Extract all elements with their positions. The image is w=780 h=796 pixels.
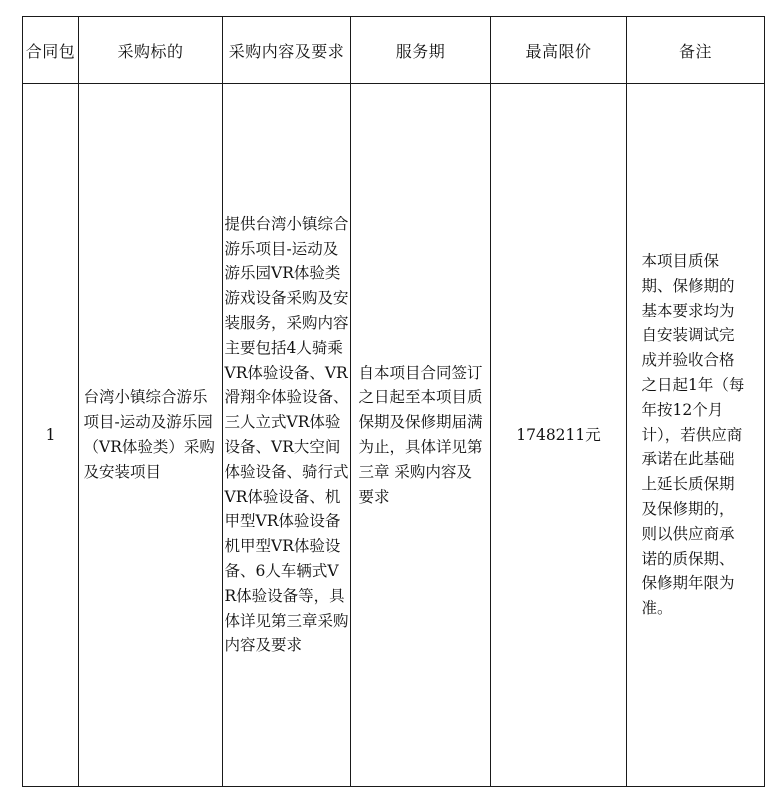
- cell-target: [79, 84, 223, 787]
- period-text: 自本项目合同签订之日起至本项目质保期及保修期届满为止，具体详见第三章 采购内容及要求: [358, 363, 483, 506]
- cell-period: [351, 84, 491, 787]
- table-row: [23, 84, 765, 787]
- table-header-row: [23, 17, 765, 84]
- header-target: 采购标的: [79, 17, 223, 84]
- target-text: 台湾小镇综合游乐项目-运动及游乐园（VR体验类）采购及安装项目: [83, 388, 215, 481]
- max-price-text: 1748211元: [516, 425, 601, 444]
- cell-content: [223, 84, 351, 787]
- cell-package: [23, 84, 79, 787]
- header-package: 合同包: [23, 17, 79, 84]
- header-content: 采购内容及要求: [223, 17, 351, 84]
- remark-text: 本项目质保期、保修期的基本要求均为自安装调试完成并验收合格之日起1年（每年按12个月计），若供应商承诺在此基础上延长质保期及保修期的，则以供应商承诺的质保期、保修期年限为准。: [641, 252, 745, 618]
- header-remark: 备注: [627, 17, 765, 84]
- cell-max-price: [491, 84, 627, 787]
- procurement-table: [22, 16, 765, 787]
- header-period: 服务期: [351, 17, 491, 84]
- cell-remark: [627, 84, 765, 787]
- package-number: 1: [45, 425, 56, 444]
- content-text: 提供台湾小镇综合游乐项目-运动及游乐园VR体验类游戏设备采购及安装服务，采购内容主要包括4人骑乘VR体验设备、VR滑翔伞体验设备、三人立式VR体验设备、VR大空间体验设备、骑行式VR体验设备、机甲型VR体验设备机甲型VR体验设备、6人车辆式VR体验设备等，具体详见第三章采购内容及要求: [224, 214, 349, 655]
- header-max-price: 最高限价: [491, 17, 627, 84]
